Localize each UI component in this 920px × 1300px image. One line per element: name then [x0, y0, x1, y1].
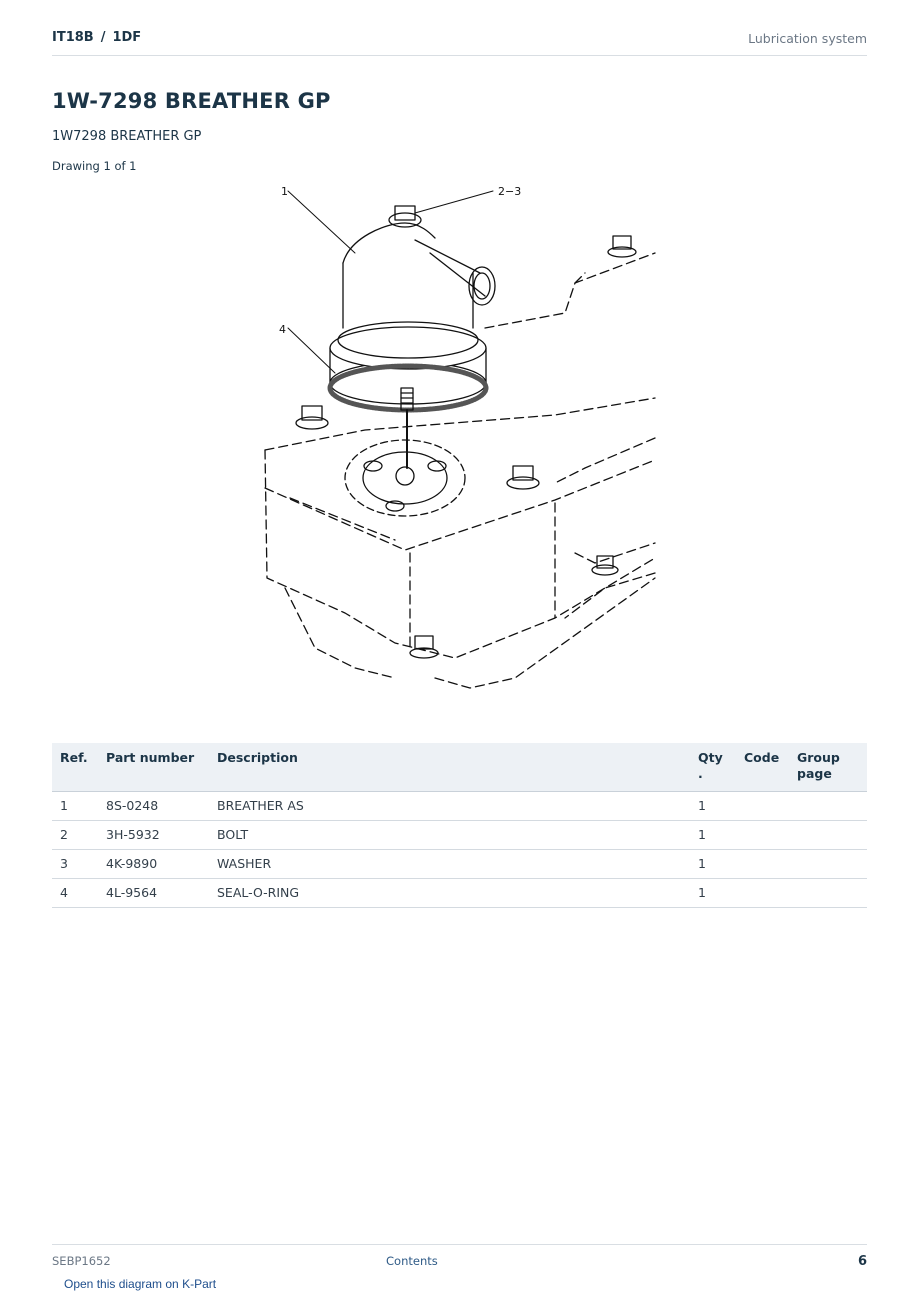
cell-group-page — [789, 821, 867, 850]
breadcrumb — [52, 30, 141, 45]
breadcrumb-serial-prefix: 1DF — [112, 30, 142, 45]
page-footer — [52, 1244, 867, 1275]
table-row — [52, 792, 867, 821]
cell-ref: 4 — [52, 879, 98, 908]
parts-diagram — [255, 178, 665, 703]
housing-outline — [265, 253, 655, 688]
cell-ref: 3 — [52, 850, 98, 879]
cell-description: BREATHER AS — [209, 792, 690, 821]
header-qty — [690, 743, 736, 792]
open-in-kpart-link[interactable]: Open this diagram on K-Part — [64, 1277, 217, 1291]
header-group-line1: Group — [797, 750, 840, 765]
callout-4: 4 — [279, 323, 286, 336]
cell-part-number: 8S-0248 — [98, 792, 209, 821]
cell-ref: 2 — [52, 821, 98, 850]
header-part-number: Part number — [98, 743, 209, 792]
cell-code — [736, 821, 789, 850]
cell-qty: 1 — [690, 821, 736, 850]
mounting-boss — [345, 440, 465, 516]
contents-link[interactable]: Contents — [386, 1254, 438, 1268]
table-row — [52, 821, 867, 850]
cell-group-page — [789, 850, 867, 879]
breadcrumb-separator: / — [100, 30, 106, 45]
housing-bolt-left — [296, 406, 328, 429]
page-title: 1W-7298 BREATHER GP — [52, 89, 331, 113]
callout-2-3: 2−3 — [498, 185, 522, 198]
page-subtitle: 1W7298 BREATHER GP — [52, 129, 202, 144]
cell-qty: 1 — [690, 792, 736, 821]
housing-bolt-bottom — [410, 636, 438, 658]
cell-description: BOLT — [209, 821, 690, 850]
callout-1: 1 — [281, 185, 288, 198]
cell-code — [736, 850, 789, 879]
cell-code — [736, 792, 789, 821]
cell-description: SEAL-O-RING — [209, 879, 690, 908]
table-row — [52, 879, 867, 908]
header-description: Description — [209, 743, 690, 792]
header-qty-line1: Qty — [698, 750, 723, 765]
header-group-line2: page — [797, 766, 832, 781]
cell-qty: 1 — [690, 850, 736, 879]
table-header-row — [52, 743, 867, 792]
housing-bolt-right — [592, 556, 618, 575]
breadcrumb-model: IT18B — [52, 30, 94, 45]
cell-qty: 1 — [690, 879, 736, 908]
parts-table — [52, 743, 867, 908]
cell-group-page — [789, 879, 867, 908]
cell-part-number: 3H-5932 — [98, 821, 209, 850]
header-ref: Ref. — [52, 743, 98, 792]
housing-bolt-top — [608, 236, 636, 257]
cell-part-number: 4L-9564 — [98, 879, 209, 908]
cell-code — [736, 879, 789, 908]
cell-ref: 1 — [52, 792, 98, 821]
drawing-label: Drawing 1 of 1 — [52, 159, 137, 173]
table-row — [52, 850, 867, 879]
housing-bolt-mid — [507, 466, 539, 489]
header-code: Code — [736, 743, 789, 792]
cell-description: WASHER — [209, 850, 690, 879]
header-group-page — [789, 743, 867, 792]
document-id: SEBP1652 — [52, 1254, 111, 1268]
header-qty-line2: . — [698, 766, 703, 781]
section-name: Lubrication system — [748, 31, 867, 46]
page-number: 6 — [857, 1254, 867, 1269]
cell-part-number: 4K-9890 — [98, 850, 209, 879]
cell-group-page — [789, 792, 867, 821]
page-header — [52, 28, 867, 56]
